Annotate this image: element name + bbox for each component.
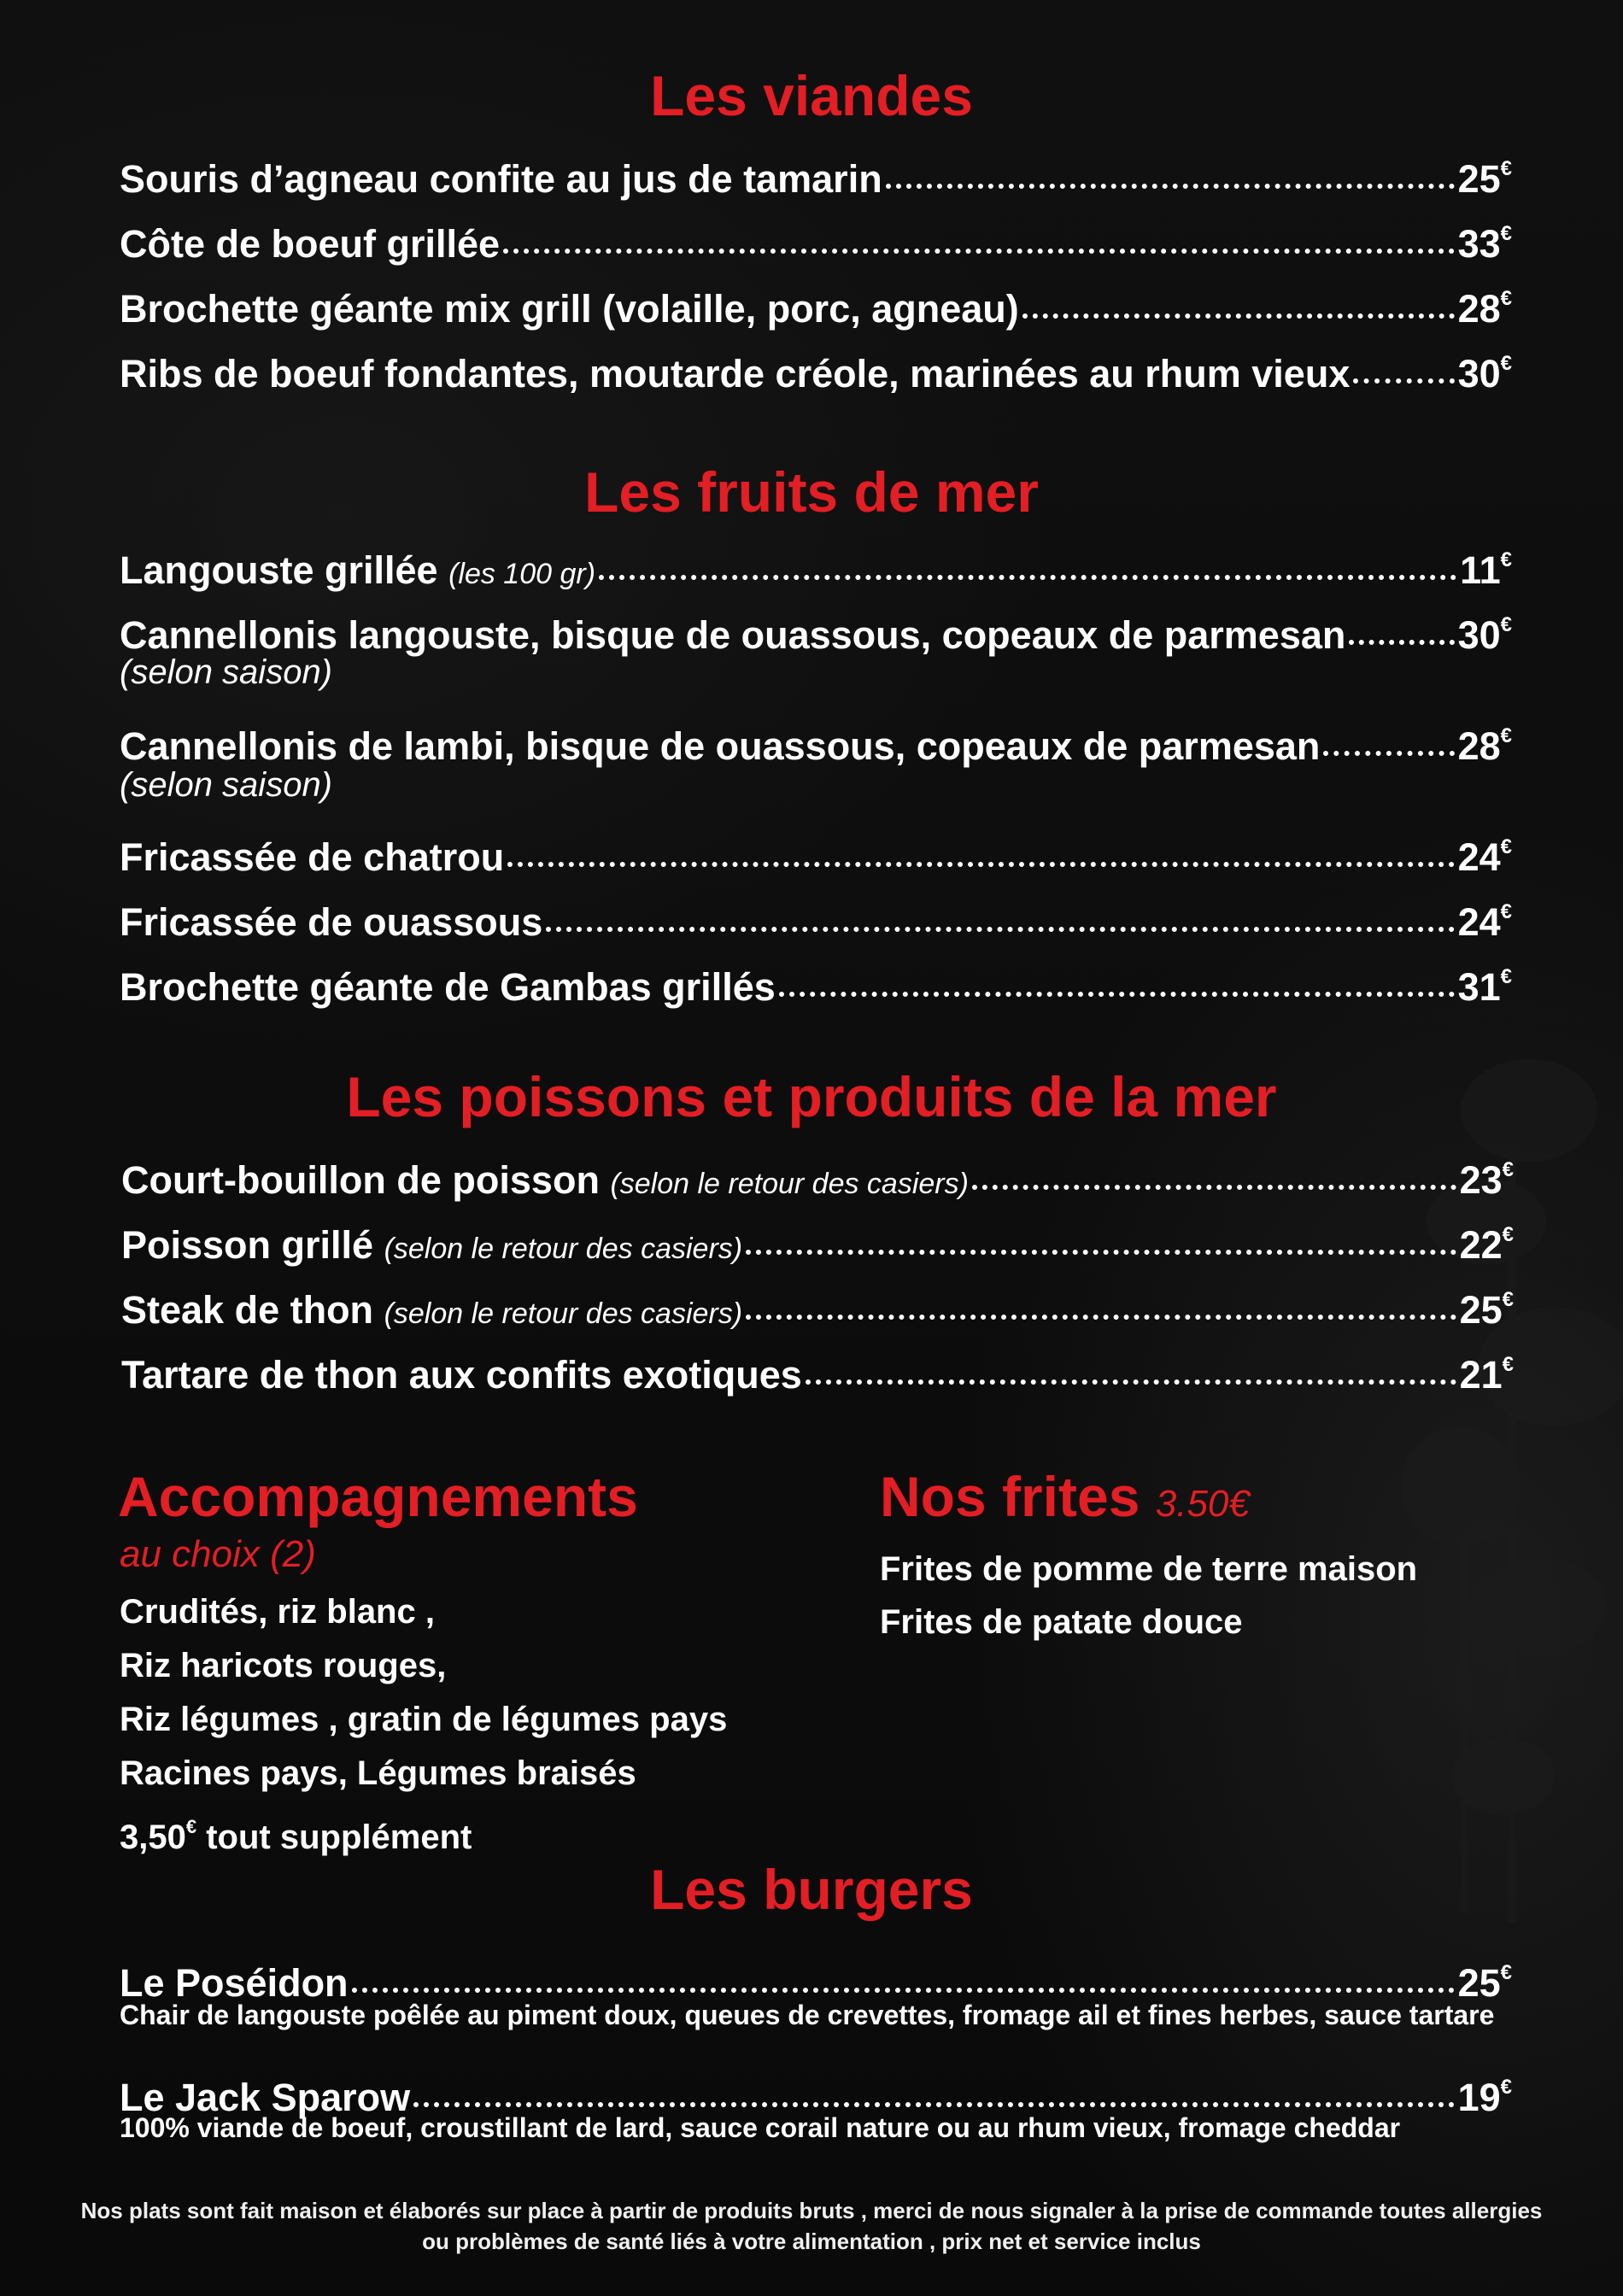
item-price: 28 [1457, 724, 1501, 768]
item-name: Brochette géante mix grill (volaille, porc, agneau) [120, 287, 1019, 331]
item-price: 19 [1457, 2076, 1501, 2119]
menu-item [120, 1948, 1512, 2005]
euro-sign: € [1500, 287, 1512, 310]
menu-item [120, 822, 1512, 879]
euro-sign: € [1502, 1288, 1514, 1311]
leader-dots [806, 1371, 1456, 1385]
euro-sign: € [1502, 1158, 1514, 1181]
leader-dots [546, 918, 1454, 932]
euro-sign: € [1502, 1223, 1514, 1246]
item-name: Le Jack Sparow [120, 2076, 411, 2119]
section-title-burgers: Les burgers [650, 1858, 973, 1921]
euro-sign: € [1500, 613, 1512, 636]
menu-item [121, 1145, 1514, 1202]
frites-price: 3.50€ [1155, 1483, 1250, 1525]
item-note: (les 100 gr) [448, 558, 596, 590]
side-item: Riz haricots rouges, [120, 1647, 447, 1684]
frites-title: Nos frites [880, 1465, 1140, 1528]
item-description: Chair de langouste poêlée au piment doux, queues de crevettes, fromage ail et fines herbes, sauce tartare [120, 2000, 1495, 2030]
item-price: 30 [1457, 613, 1501, 657]
accompagnements-subtitle: au choix (2) [120, 1533, 316, 1575]
footer-line: ou problèmes de santé liés à votre alimentation , prix net et service inclus [422, 2229, 1201, 2254]
leader-dots [503, 240, 1455, 254]
euro-sign: € [1500, 1961, 1512, 1984]
euro-sign: € [1500, 2076, 1512, 2099]
leader-dots [1353, 370, 1454, 384]
item-name: Fricassée de chatrou [120, 835, 505, 879]
item-price: 25 [1457, 157, 1501, 201]
leader-dots [1022, 305, 1455, 319]
menu-item [120, 144, 1512, 201]
supplement-line [120, 1801, 472, 1864]
leader-dots [972, 1176, 1456, 1190]
section-title-poissons: Les poissons et produits de la mer [346, 1065, 1277, 1128]
item-name: Poisson grillé [121, 1223, 384, 1267]
leader-dots [413, 2094, 1454, 2107]
section-title-viandes: Les viandes [650, 64, 973, 127]
item-name: Souris d’agneau confite au jus de tamarin [120, 157, 882, 201]
item-price: 25 [1459, 1288, 1503, 1332]
menu-item [120, 273, 1512, 331]
leader-dots [507, 853, 1454, 867]
menu-item [120, 952, 1512, 1009]
euro-sign: € [1500, 835, 1512, 858]
side-item: Crudités, riz blanc , [120, 1593, 435, 1631]
euro-sign: € [1500, 222, 1512, 245]
item-sub-note: (selon saison) [120, 766, 333, 804]
item-note: (selon le retour des casiers) [610, 1168, 969, 1200]
leader-dots [746, 1306, 1456, 1320]
menu-item [121, 1274, 1514, 1332]
item-price: 24 [1457, 835, 1501, 879]
side-item: Frites de pomme de terre maison [880, 1550, 1418, 1588]
item-price: 21 [1459, 1353, 1503, 1397]
menu-item [120, 887, 1512, 944]
leader-dots [886, 175, 1455, 189]
leader-dots [352, 1979, 1455, 1993]
menu-item [120, 208, 1512, 266]
item-price: 23 [1459, 1158, 1503, 1202]
euro-sign: € [1500, 157, 1512, 180]
item-price: 11 [1460, 548, 1501, 592]
leader-dots [599, 566, 1456, 580]
item-name: Langouste grillée [120, 548, 449, 592]
menu-item [121, 1210, 1514, 1267]
footer-note [0, 2195, 1623, 2257]
item-name: Brochette géante de Gambas grillés [120, 965, 776, 1009]
leader-dots [746, 1241, 1456, 1255]
item-note: (selon le retour des casiers) [384, 1233, 743, 1265]
item-note: (selon le retour des casiers) [384, 1297, 743, 1330]
footer-line: Nos plats sont fait maison et élaborés sur place à partir de produits bruts , merci de nous signaler à la prise de commande toutes allergies [80, 2198, 1543, 2223]
supplement-price: 3,50 [120, 1819, 186, 1856]
item-price: 30 [1457, 352, 1501, 395]
side-item: Racines pays, Légumes braisés [120, 1754, 636, 1792]
item-name: Cannellonis de lambi, bisque de ouassous, copeaux de parmesan [120, 724, 1321, 768]
euro-sign: € [1500, 900, 1512, 923]
euro-sign: € [1500, 724, 1512, 747]
item-sub-note: (selon saison) [120, 653, 333, 691]
leader-dots [1349, 631, 1454, 645]
item-name: Côte de boeuf grillée [120, 222, 501, 266]
menu-item [120, 2062, 1512, 2119]
menu-item [120, 711, 1512, 768]
menu-item [120, 535, 1512, 592]
section-title-fruits-de-mer: Les fruits de mer [584, 460, 1039, 524]
menu-item [120, 600, 1512, 657]
euro-sign: € [185, 1816, 197, 1837]
item-name: Fricassée de ouassous [120, 900, 543, 944]
section-title-accompagnements: Accompagnements [118, 1465, 638, 1528]
item-name: Court-bouillon de poisson [121, 1158, 611, 1202]
item-name: Tartare de thon aux confits exotiques [121, 1353, 802, 1397]
item-name: Le Poséidon [120, 1961, 349, 2005]
euro-sign: € [1500, 548, 1512, 571]
euro-sign: € [1500, 965, 1512, 988]
euro-sign: € [1500, 352, 1512, 375]
side-item: Riz légumes , gratin de légumes pays [120, 1701, 728, 1738]
item-price: 25 [1457, 1961, 1501, 2005]
leader-dots [1323, 742, 1454, 756]
leader-dots [779, 983, 1455, 997]
euro-sign: € [1502, 1353, 1514, 1376]
item-name: Steak de thon [121, 1288, 384, 1332]
item-description: 100% viande de boeuf, croustillant de lard, sauce corail nature ou au rhum vieux, fromage cheddar [120, 2112, 1401, 2143]
menu-item [121, 1339, 1514, 1397]
item-price: 33 [1457, 222, 1501, 266]
item-name: Cannellonis langouste, bisque de ouassous, copeaux de parmesan [120, 613, 1346, 657]
menu-item [120, 338, 1512, 395]
item-price: 31 [1457, 965, 1501, 1009]
item-name: Ribs de boeuf fondantes, moutarde créole, marinées au rhum vieux [120, 352, 1351, 395]
item-price: 24 [1457, 900, 1501, 944]
section-title-frites [880, 1462, 1250, 1538]
side-item: Frites de patate douce [880, 1603, 1243, 1641]
item-price: 28 [1457, 287, 1501, 331]
item-price: 22 [1459, 1223, 1503, 1267]
supplement-text: tout supplément [196, 1819, 472, 1856]
